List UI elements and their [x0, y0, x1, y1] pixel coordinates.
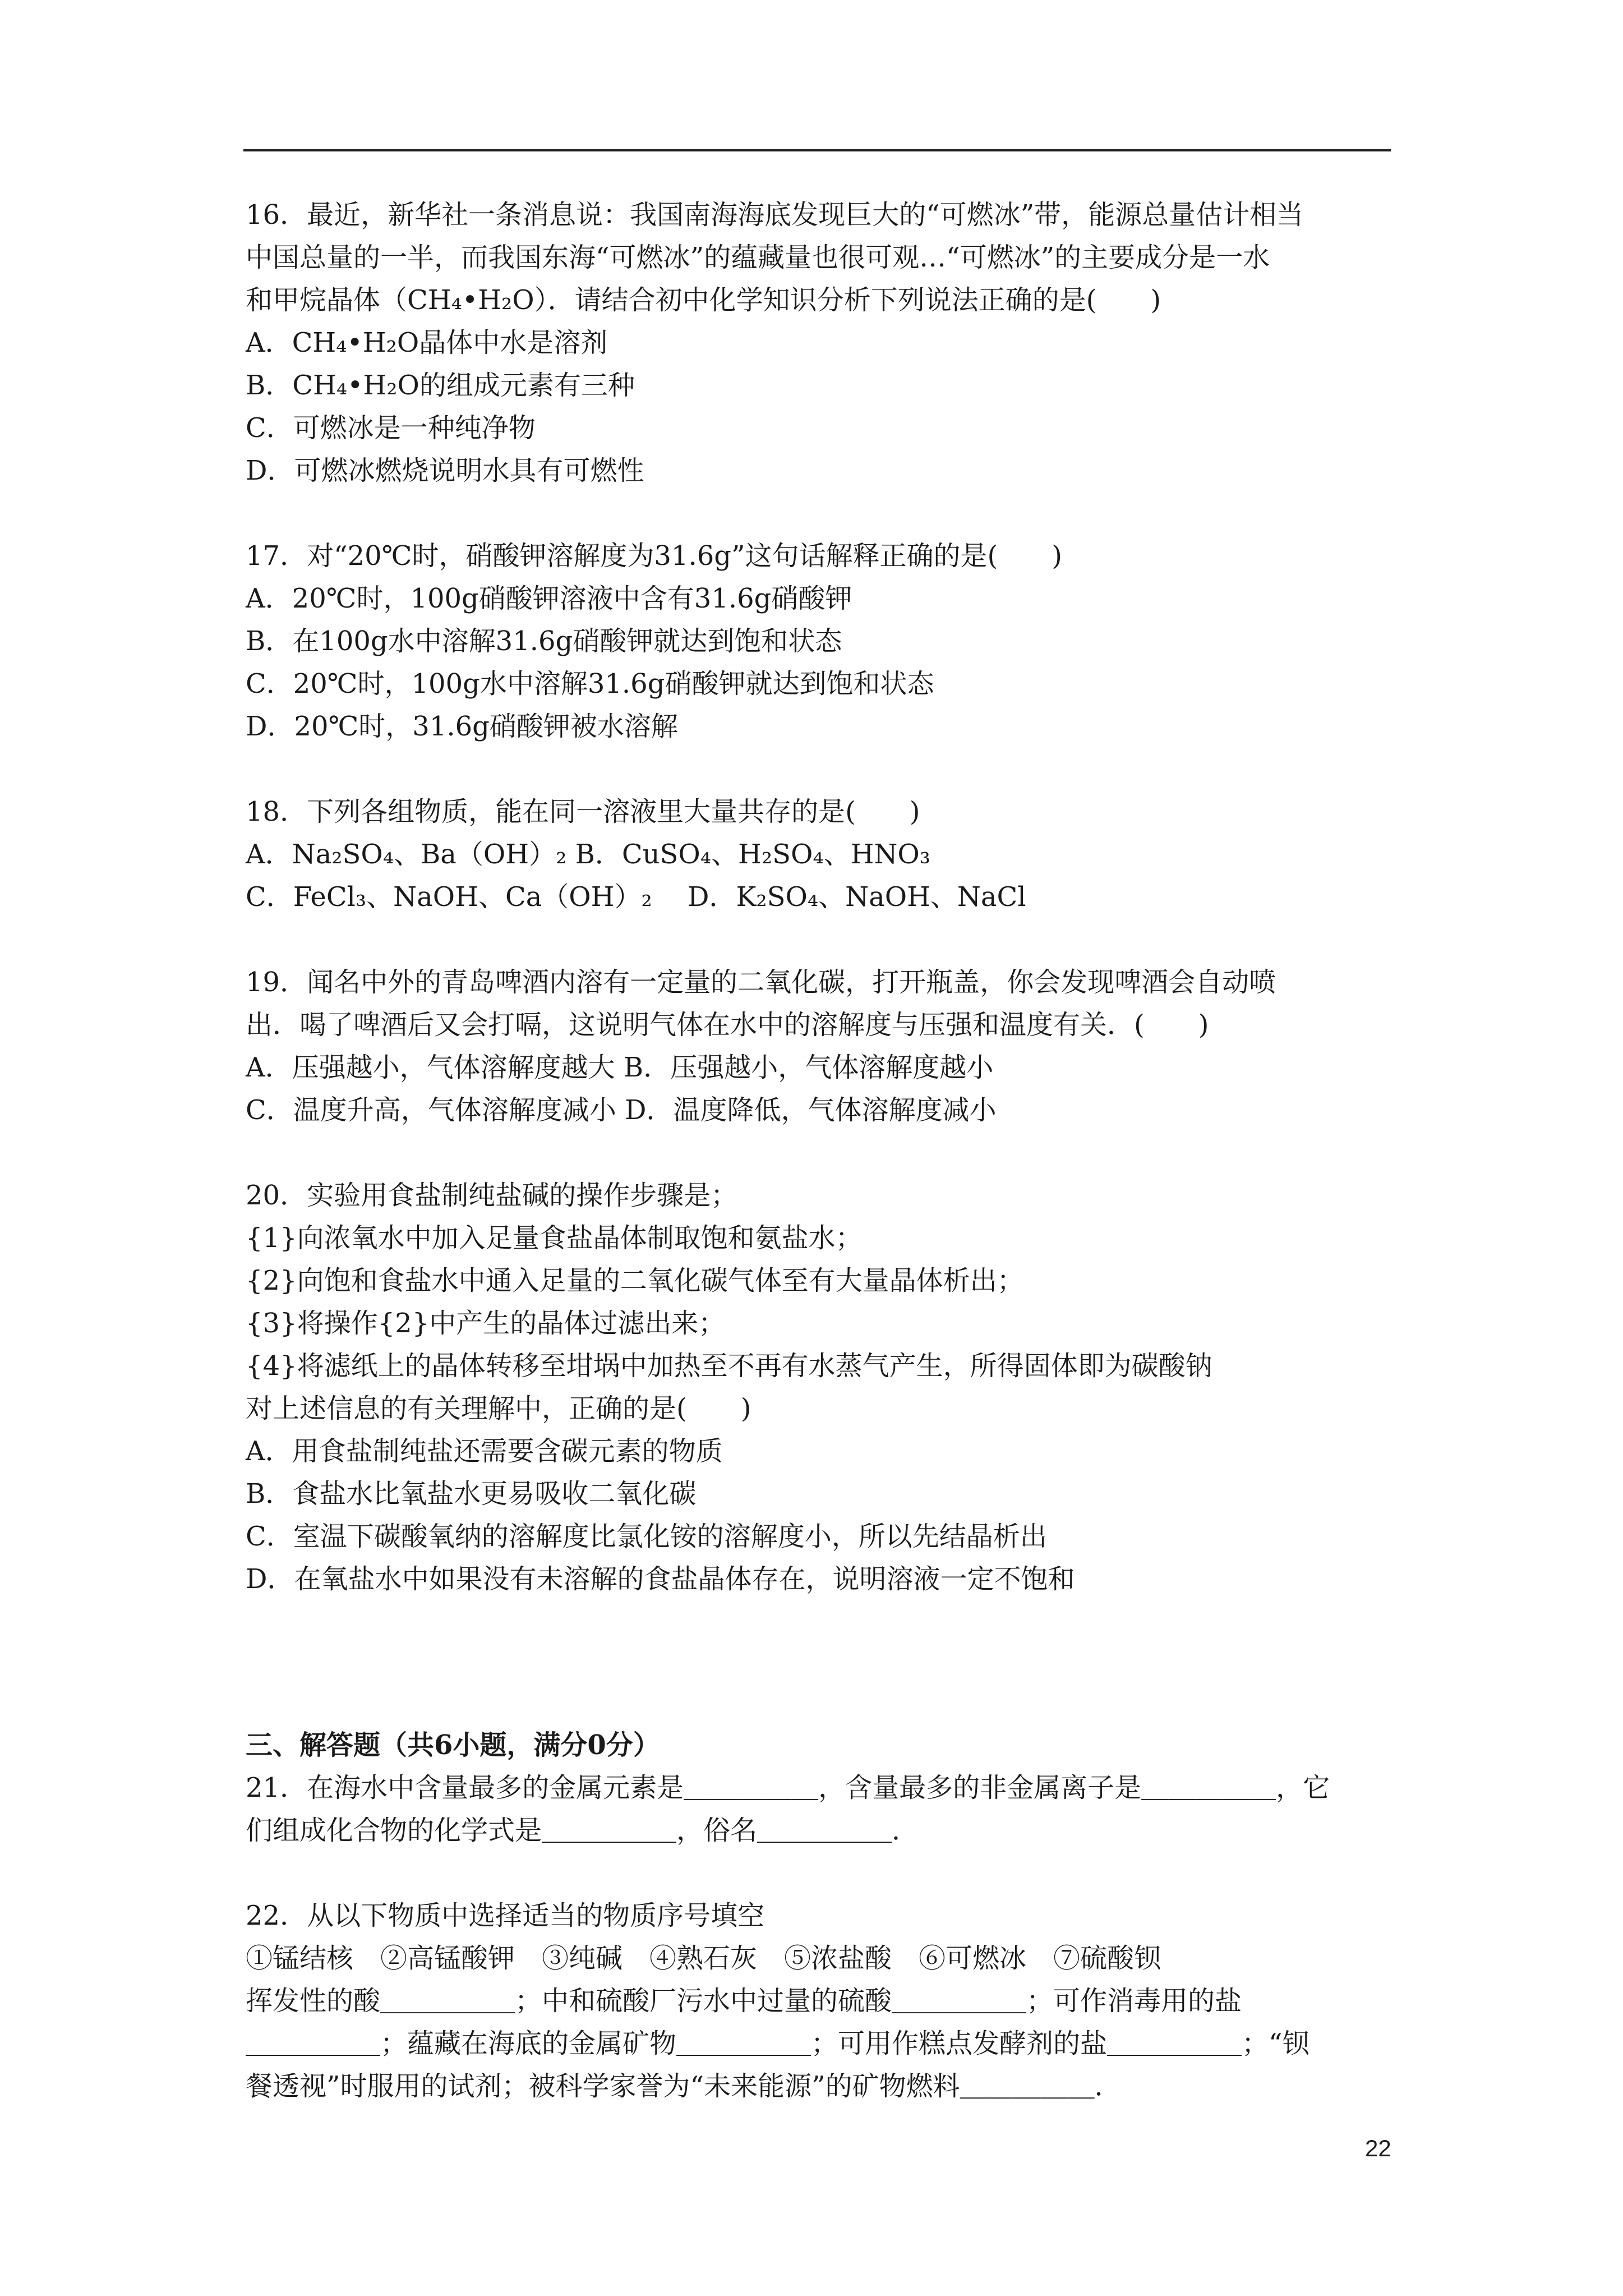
question-stem: 18．下列各组物质，能在同一溶液里大量共存的是( )	[246, 796, 920, 827]
page-content	[246, 194, 1395, 2108]
question-block	[246, 961, 1395, 1131]
question-line: D．可燃冰燃烧说明水具有可燃性	[246, 455, 644, 486]
question-block	[246, 1174, 1395, 1600]
question-stem: 17．对“20℃时，硝酸钾溶解度为31.6g”这句话解释正确的是( )	[246, 540, 1062, 572]
question-block	[246, 535, 1395, 748]
question-line: D．20℃时，31.6g硝酸钾被水溶解	[246, 711, 678, 742]
question-line: A．压强越小，气体溶解度越大 B．压强越小，气体溶解度越小	[246, 1052, 994, 1083]
question-line: B．在100g水中溶解31.6g硝酸钾就达到饱和状态	[246, 625, 842, 657]
multiple-choice-questions	[246, 194, 1395, 1600]
question-line: B．CH₄•H₂O的组成元素有三种	[246, 370, 635, 401]
question-line: ＿＿＿＿＿；蕴藏在海底的金属矿物＿＿＿＿＿；可用作糕点发酵剂的盐＿＿＿＿＿；“钡	[246, 2028, 1310, 2059]
question-line: C．室温下碳酸氧纳的溶解度比氯化铵的溶解度小，所以先结晶析出	[246, 1521, 1047, 1552]
question-line: {2}向饱和食盐水中通入足量的二氧化碳气体至有大量晶体析出；	[246, 1265, 1024, 1296]
answer-questions	[246, 1766, 1395, 2108]
question-line: C．FeCl₃、NaOH、Ca（OH）₂ D．K₂SO₄、NaOH、NaCl	[246, 881, 1026, 913]
question-line: {3}将操作{2}中产生的晶体过滤出来；	[246, 1308, 726, 1339]
question-stem: 21．在海水中含量最多的金属元素是＿＿＿＿＿，含量最多的非金属离子是＿＿＿＿＿，它	[246, 1772, 1330, 1803]
question-line: B．食盐水比氧盐水更易吸收二氧化碳	[246, 1478, 697, 1510]
question-line: A．CH₄•H₂O晶体中水是溶剂	[246, 327, 608, 358]
question-stem: 20．实验用食盐制纯盐碱的操作步骤是；	[246, 1180, 738, 1211]
question-line: 出．喝了啤酒后又会打嗝，这说明气体在水中的溶解度与压强和温度有关．( )	[246, 1009, 1209, 1041]
question-block	[246, 1766, 1395, 1852]
question-line: 和甲烷晶体（CH₄•H₂O）．请结合初中化学知识分析下列说法正确的是( )	[246, 284, 1161, 316]
question-line: D．在氧盐水中如果没有未溶解的食盐晶体存在，说明溶液一定不饱和	[246, 1563, 1075, 1595]
page-number: 22	[1365, 2135, 1391, 2161]
question-line: 对上述信息的有关理解中，正确的是( )	[246, 1393, 751, 1424]
question-block	[246, 790, 1395, 918]
question-line: C．温度升高，气体溶解度减小 D．温度降低，气体溶解度减小	[246, 1094, 997, 1126]
question-line: 挥发性的酸＿＿＿＿＿；中和硫酸厂污水中过量的硫酸＿＿＿＿＿；可作消毒用的盐	[246, 1985, 1242, 2017]
question-stem: 16．最近，新华社一条消息说：我国南海海底发现巨大的“可燃冰”带，能源总量估计相当	[246, 199, 1304, 231]
question-stem: 22．从以下物质中选择适当的物质序号填空	[246, 1900, 765, 1931]
question-line: {1}向浓氧水中加入足量食盐晶体制取饱和氨盐水；	[246, 1222, 863, 1254]
header-rule	[243, 149, 1391, 151]
question-stem: 19．闻名中外的青岛啤酒内溶有一定量的二氧化碳，打开瓶盖，你会发现啤酒会自动喷	[246, 967, 1276, 998]
question-block	[246, 1894, 1395, 2108]
question-line: 餐透视”时服用的试剂；被科学家誉为“未来能源”的矿物燃料＿＿＿＿＿．	[246, 2070, 1122, 2102]
question-line: C．可燃冰是一种纯净物	[246, 412, 536, 444]
question-line: A．20℃时，100g硝酸钾溶液中含有31.6g硝酸钾	[246, 583, 852, 614]
question-block	[246, 194, 1395, 492]
question-line: 们组成化合物的化学式是＿＿＿＿＿，俗名＿＿＿＿＿．	[246, 1815, 919, 1846]
question-line: A．用食盐制纯盐还需要含碳元素的物质	[246, 1435, 723, 1467]
question-line: {4}将滤纸上的晶体转移至坩埚中加热至不再有水蒸气产生，所得固体即为碳酸钠	[246, 1350, 1212, 1382]
question-line: A．Na₂SO₄、Ba（OH）₂ B．CuSO₄、H₂SO₄、HNO₃	[246, 839, 931, 870]
section-title: 三、解答题（共6小题，满分0分）	[246, 1729, 660, 1761]
question-line: C．20℃时，100g水中溶解31.6g硝酸钾就达到饱和状态	[246, 668, 934, 700]
question-line: ①锰结核 ②高锰酸钾 ③纯碱 ④熟石灰 ⑤浓盐酸 ⑥可燃冰 ⑦硫酸钡	[246, 1943, 1161, 1974]
question-line: 中国总量的一半，而我国东海“可燃冰”的蕴藏量也很可观…“可燃冰”的主要成分是一水	[246, 242, 1270, 273]
